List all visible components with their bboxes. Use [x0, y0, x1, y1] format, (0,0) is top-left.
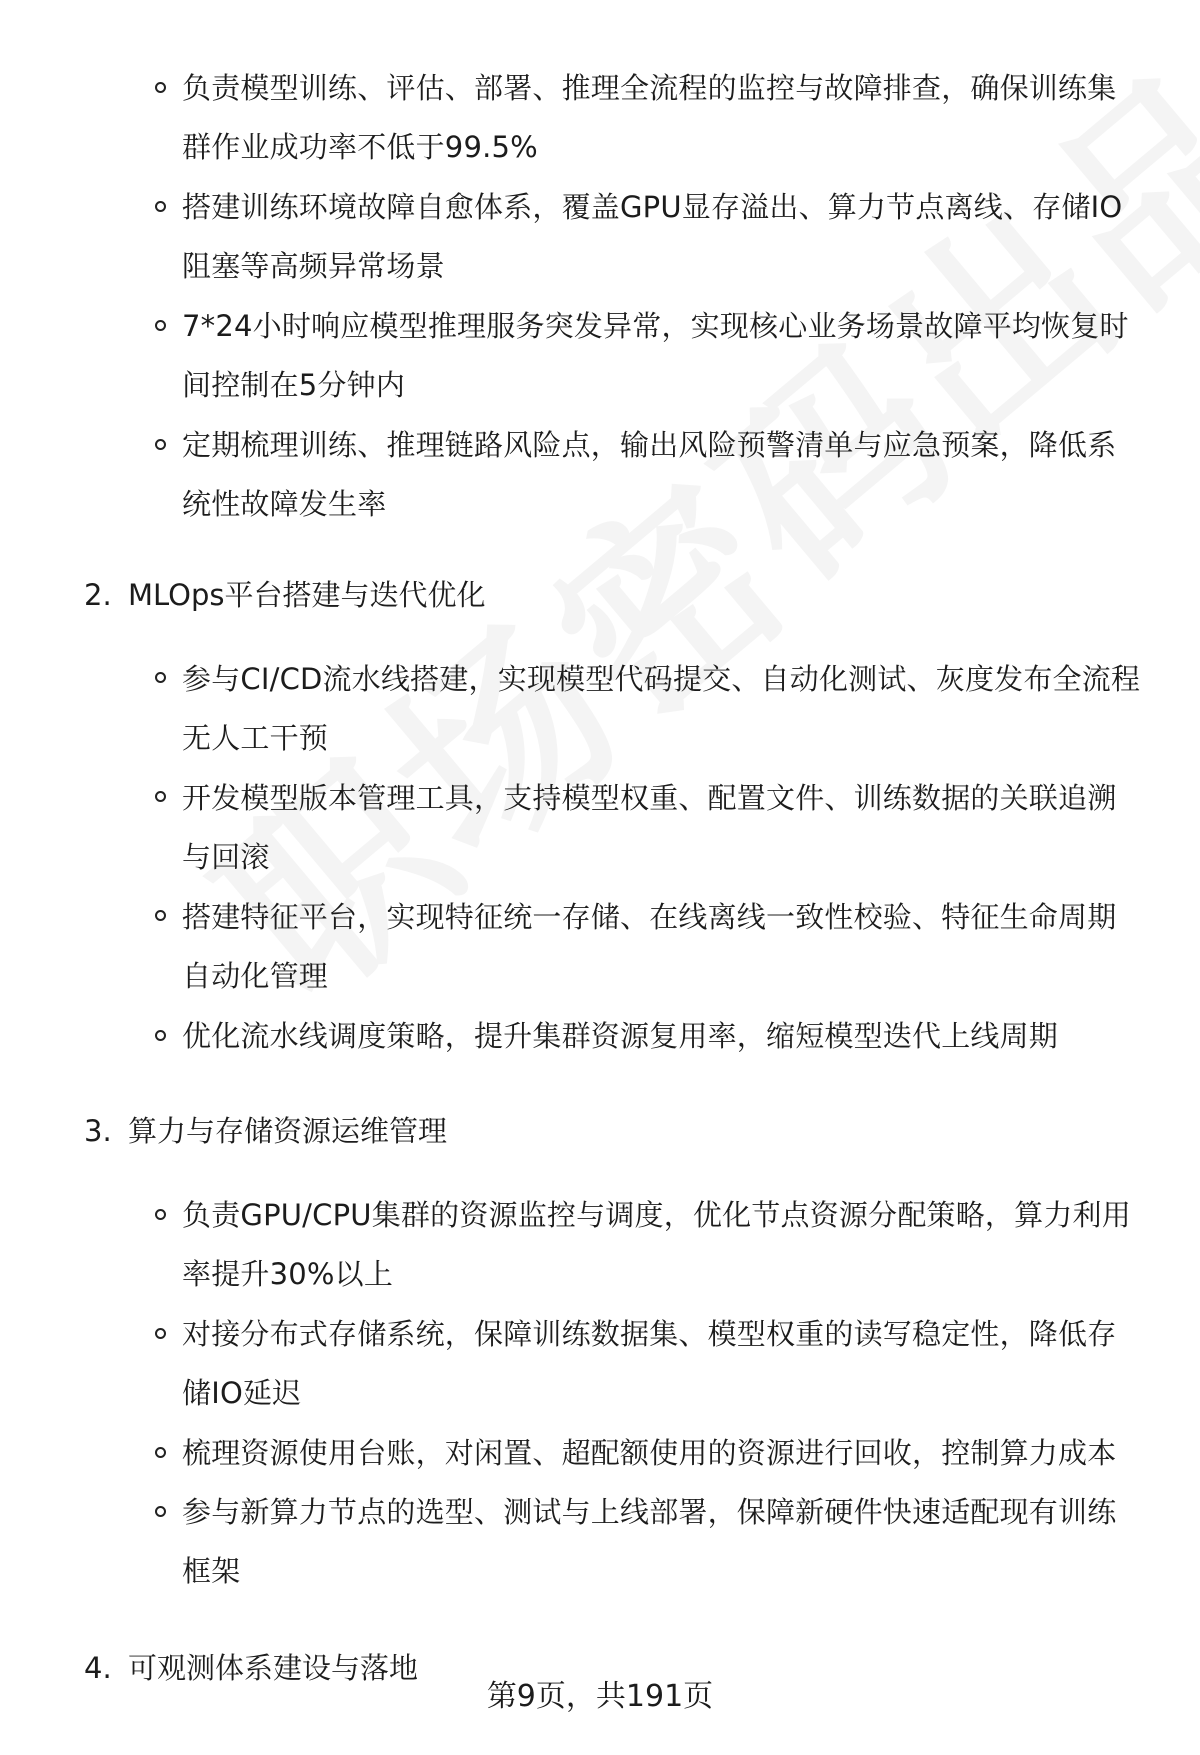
section-number: 2.: [84, 578, 112, 612]
bullet-icon: [155, 1506, 166, 1517]
bullet-icon: [155, 910, 166, 921]
section-number: 3.: [84, 1114, 112, 1148]
bullet-icon: [155, 320, 166, 331]
list-item: 参与新算力节点的选型、测试与上线部署，保障新硬件快速适配现有训练框架: [182, 1495, 1117, 1588]
list-item: 7*24小时响应模型推理服务突发异常，实现核心业务场景故障平均恢复时间控制在5分钟内: [182, 309, 1129, 402]
list-item: 搭建训练环境故障自愈体系，覆盖GPU显存溢出、算力节点离线、存储IO阻塞等高频异常场景: [182, 190, 1123, 283]
bullet-icon: [155, 201, 166, 212]
bullet-icon: [155, 1447, 166, 1458]
bullet-icon: [155, 82, 166, 93]
page-footer: 第9页，共191页: [486, 1679, 714, 1714]
list-item: 参与CI/CD流水线搭建，实现模型代码提交、自动化测试、灰度发布全流程无人工干预: [182, 662, 1141, 755]
list-item: 搭建特征平台，实现特征统一存储、在线离线一致性校验、特征生命周期自动化管理: [182, 900, 1117, 993]
bullet-icon: [155, 791, 166, 802]
list-item: 负责GPU/CPU集群的资源监控与调度，优化节点资源分配策略，算力利用率提升30%以上: [182, 1198, 1131, 1291]
bullet-icon: [155, 1030, 166, 1041]
bullet-icon: [155, 1328, 166, 1339]
list-item: 梳理资源使用台账，对闲置、超配额使用的资源进行回收，控制算力成本: [182, 1436, 1117, 1470]
bullet-icon: [155, 672, 166, 683]
section-heading: 可观测体系建设与落地: [128, 1651, 419, 1685]
section-heading: 算力与存储资源运维管理: [128, 1114, 448, 1148]
section-number: 4.: [84, 1651, 112, 1685]
section-heading: MLOps平台搭建与迭代优化: [128, 578, 486, 612]
list-item: 对接分布式存储系统，保障训练数据集、模型权重的读写稳定性，降低存储IO延迟: [182, 1317, 1117, 1410]
list-item: 优化流水线调度策略，提升集群资源复用率，缩短模型迭代上线周期: [182, 1019, 1059, 1053]
bullet-icon: [155, 1209, 166, 1220]
list-item: 定期梳理训练、推理链路风险点，输出风险预警清单与应急预案，降低系统性故障发生率: [182, 428, 1117, 521]
bullet-icon: [155, 439, 166, 450]
list-item: 开发模型版本管理工具，支持模型权重、配置文件、训练数据的关联追溯与回滚: [182, 781, 1117, 874]
list-item: 负责模型训练、评估、部署、推理全流程的监控与故障排查，确保训练集群作业成功率不低于99.5%: [182, 71, 1117, 164]
